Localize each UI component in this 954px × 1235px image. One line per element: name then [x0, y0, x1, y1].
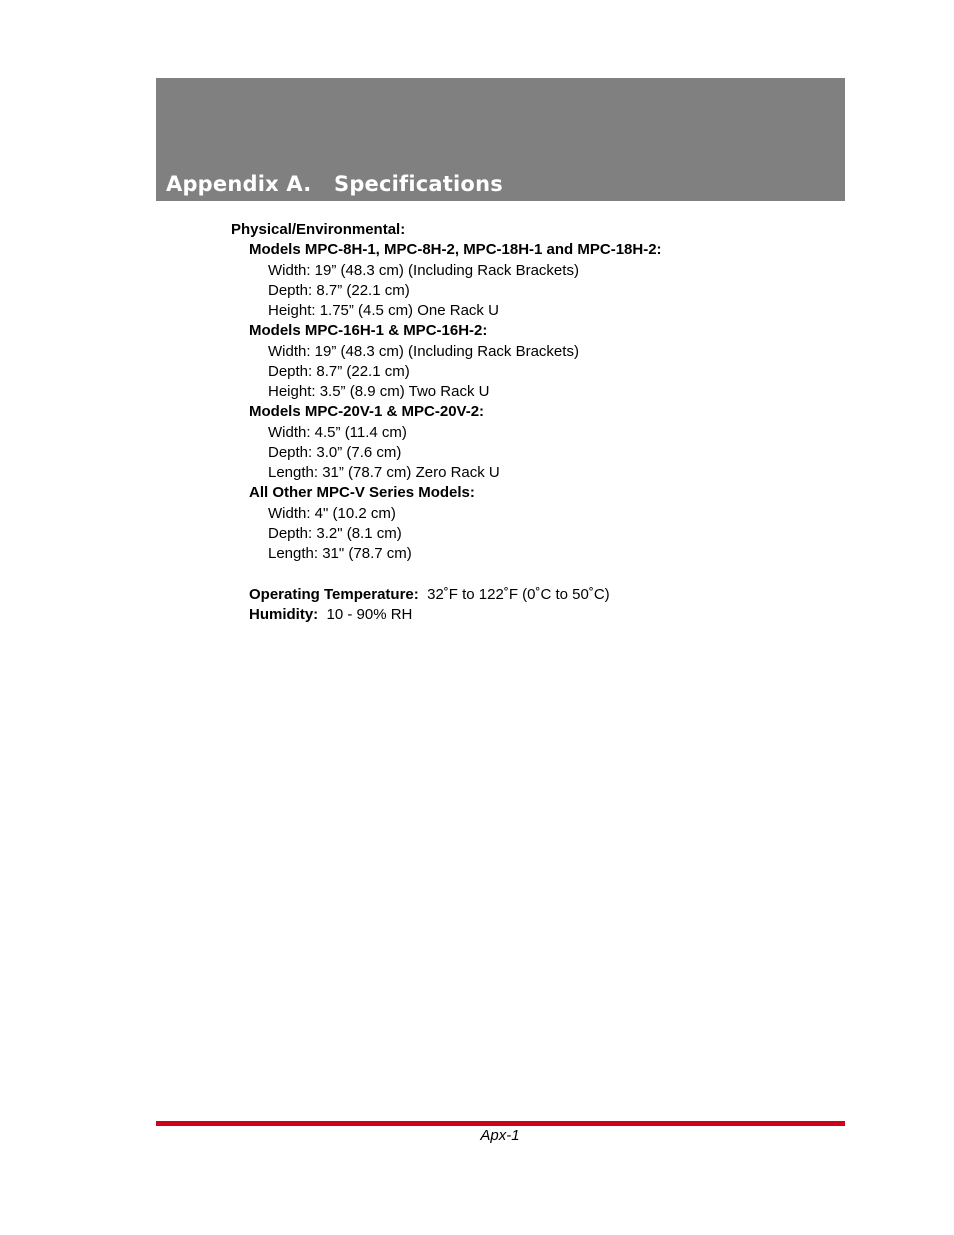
spec-line: Width: 19” (48.3 cm) (Including Rack Brackets) — [268, 343, 579, 360]
spec-line: Depth: 3.2" (8.1 cm) — [268, 525, 402, 542]
physical-environmental-heading: Physical/Environmental: — [231, 221, 406, 238]
humidity-label: Humidity: — [249, 606, 319, 623]
spec-line: Height: 1.75” (4.5 cm) One Rack U — [268, 302, 499, 319]
humidity-value: 10 - 90% RH — [326, 606, 413, 623]
group-title-mpc-8h-18h: Models MPC-8H-1, MPC-8H-2, MPC-18H-1 and MPC-18H-2: — [249, 241, 662, 258]
spec-line: Width: 19” (48.3 cm) (Including Rack Brackets) — [268, 262, 579, 279]
spec-line: Depth: 3.0” (7.6 cm) — [268, 444, 402, 461]
spec-line: Depth: 8.7” (22.1 cm) — [268, 363, 410, 380]
spec-line: Length: 31” (78.7 cm) Zero Rack U — [268, 464, 500, 481]
spec-line: Width: 4.5” (11.4 cm) — [268, 424, 407, 441]
group-title-mpc-16h: Models MPC-16H-1 & MPC-16H-2: — [249, 322, 488, 339]
operating-temperature-value: 32˚F to 122˚F (0˚C to 50˚C) — [427, 586, 610, 603]
operating-temperature-label: Operating Temperature: — [249, 586, 419, 603]
spec-line: Length: 31" (78.7 cm) — [268, 545, 412, 562]
spec-line: Width: 4" (10.2 cm) — [268, 505, 396, 522]
page-title — [166, 172, 503, 196]
spec-line: Depth: 8.7” (22.1 cm) — [268, 282, 410, 299]
section-title: Specifications — [334, 172, 503, 196]
appendix-label: Appendix A. — [166, 172, 312, 196]
humidity-row — [249, 605, 412, 625]
spec-line: Height: 3.5” (8.9 cm) Two Rack U — [268, 383, 490, 400]
page-number: Apx-1 — [480, 1127, 520, 1144]
operating-temperature-row — [249, 585, 610, 605]
appendix-header-band — [156, 78, 845, 201]
group-title-mpc-20v: Models MPC-20V-1 & MPC-20V-2: — [249, 403, 485, 420]
group-title-mpc-v-other: All Other MPC-V Series Models: — [249, 484, 475, 501]
